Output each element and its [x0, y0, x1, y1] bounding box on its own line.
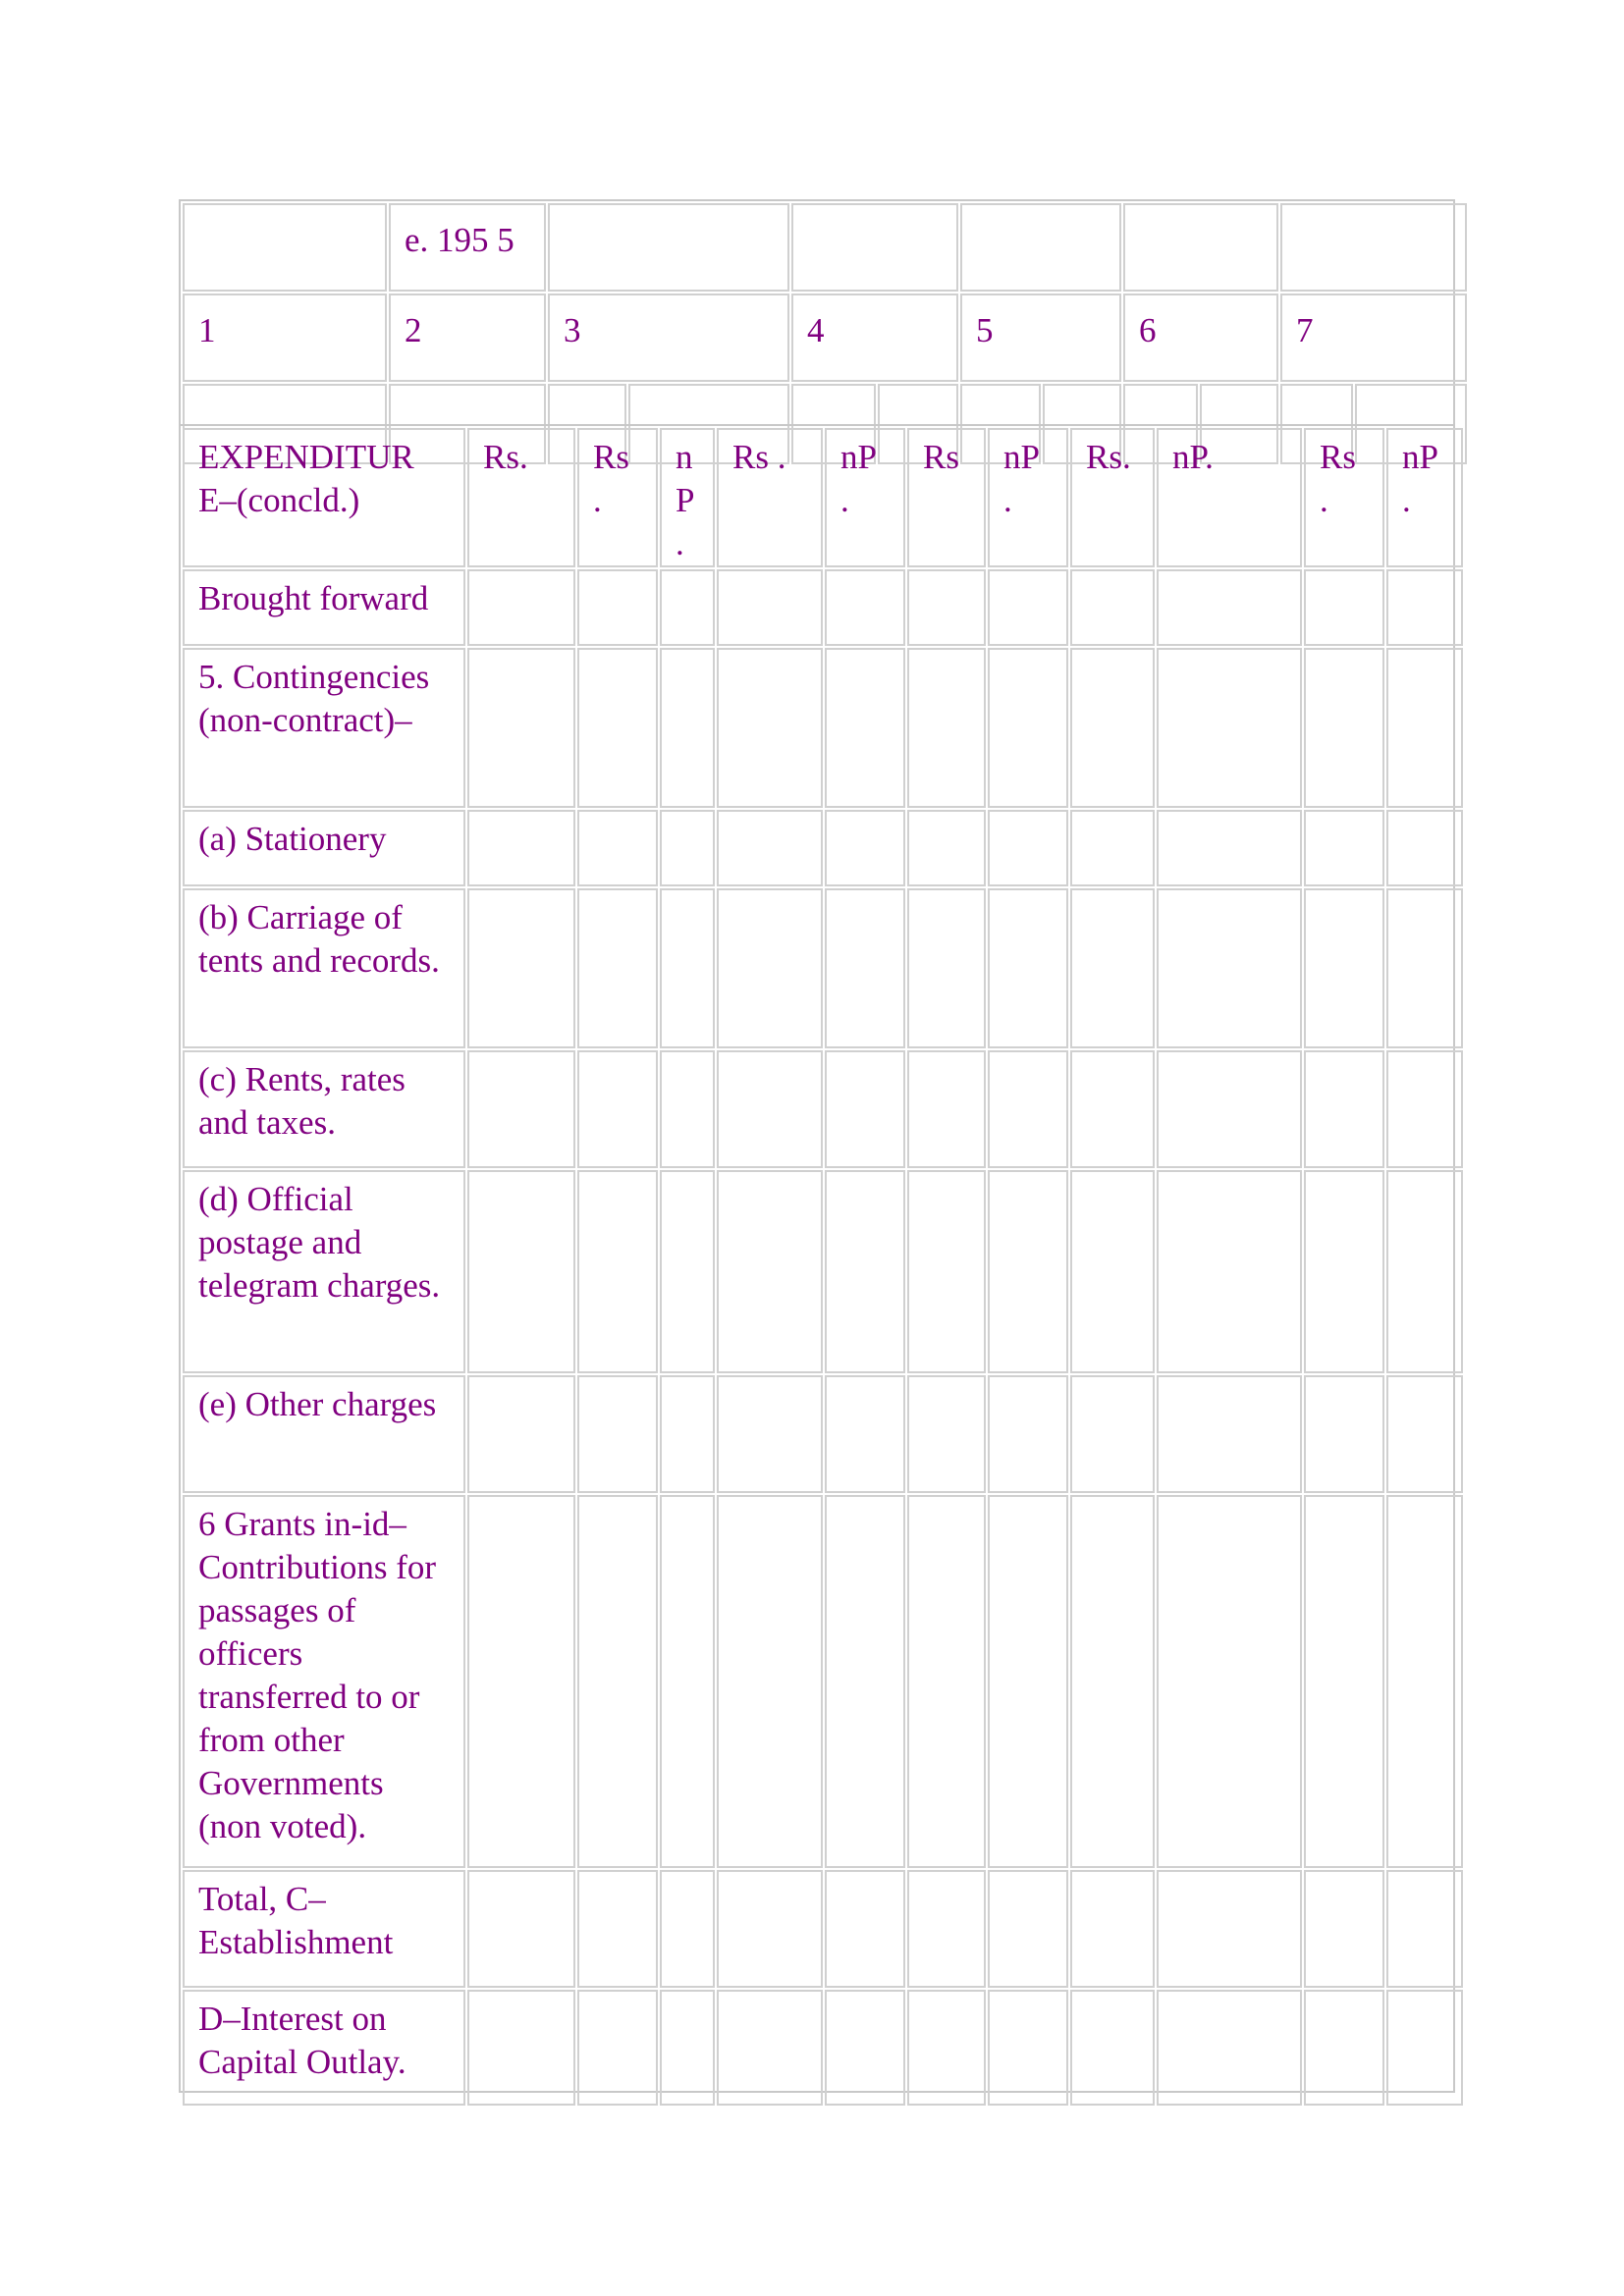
- amount-cell: [660, 1870, 715, 1988]
- currency-header-row: [183, 428, 1463, 567]
- amount-cell: [717, 1870, 823, 1988]
- amount-cell: [717, 810, 823, 886]
- column-header-table: [179, 199, 1455, 426]
- amount-cell: [717, 1495, 823, 1868]
- amount-cell: [1386, 888, 1463, 1048]
- currency-header: Rs .: [577, 428, 658, 567]
- amount-cell: [577, 569, 658, 646]
- amount-cell: [577, 1050, 658, 1168]
- amount-cell: [1304, 1050, 1384, 1168]
- amount-cell: [1157, 1170, 1302, 1373]
- amount-cell: [1157, 1870, 1302, 1988]
- row-label: (d) Official postage and telegram charges.: [183, 1170, 465, 1373]
- amount-cell: [1157, 1495, 1302, 1868]
- column-number: 4: [791, 294, 958, 382]
- amount-cell: [577, 648, 658, 808]
- header-cell-year: e. 195 5: [389, 203, 546, 292]
- amount-cell: [577, 1870, 658, 1988]
- amount-cell: [577, 1375, 658, 1493]
- amount-cell: [1304, 569, 1384, 646]
- amount-cell: [717, 888, 823, 1048]
- amount-cell: [1070, 1375, 1155, 1493]
- amount-cell: [825, 1870, 905, 1988]
- amount-cell: [467, 1170, 575, 1373]
- amount-cell: [467, 648, 575, 808]
- amount-cell: [717, 1050, 823, 1168]
- amount-cell: [1157, 569, 1302, 646]
- amount-cell: [825, 810, 905, 886]
- column-number: 5: [960, 294, 1121, 382]
- amount-cell: [988, 648, 1068, 808]
- row-label: (e) Other charges: [183, 1375, 465, 1493]
- currency-header: Rs.: [1070, 428, 1155, 567]
- amount-cell: [660, 1050, 715, 1168]
- row-label: D–Interest on Capital Outlay.: [183, 1990, 465, 2106]
- amount-cell: [907, 810, 986, 886]
- amount-cell: [988, 1170, 1068, 1373]
- amount-cell: [1157, 648, 1302, 808]
- amount-cell: [988, 1050, 1068, 1168]
- amount-cell: [467, 1870, 575, 1988]
- amount-cell: [1157, 1990, 1302, 2106]
- amount-cell: [660, 1375, 715, 1493]
- row-label: (c) Rents, rates and taxes.: [183, 1050, 465, 1168]
- amount-cell: [825, 569, 905, 646]
- header-cell: [183, 203, 387, 292]
- currency-header: nP .: [1386, 428, 1463, 567]
- amount-cell: [660, 810, 715, 886]
- amount-cell: [467, 569, 575, 646]
- amount-cell: [988, 569, 1068, 646]
- amount-cell: [1386, 569, 1463, 646]
- amount-cell: [907, 1050, 986, 1168]
- amount-cell: [907, 569, 986, 646]
- column-number: 6: [1123, 294, 1278, 382]
- amount-cell: [717, 1170, 823, 1373]
- expenditure-heading: EXPENDITUR E–(concld.): [183, 428, 465, 567]
- amount-cell: [660, 888, 715, 1048]
- currency-header: Rs .: [1304, 428, 1384, 567]
- amount-cell: [1157, 888, 1302, 1048]
- amount-cell: [988, 810, 1068, 886]
- table-row: [183, 1050, 1463, 1168]
- header-cell: [1280, 203, 1467, 292]
- amount-cell: [1304, 888, 1384, 1048]
- amount-cell: [1157, 1375, 1302, 1493]
- amount-cell: [1070, 1050, 1155, 1168]
- amount-cell: [825, 648, 905, 808]
- amount-cell: [1304, 810, 1384, 886]
- row-label: Brought forward: [183, 569, 465, 646]
- amount-cell: [467, 1990, 575, 2106]
- amount-cell: [1070, 569, 1155, 646]
- table-row: [183, 888, 1463, 1048]
- amount-cell: [988, 888, 1068, 1048]
- expenditure-body: [183, 428, 1463, 2106]
- amount-cell: [467, 1375, 575, 1493]
- column-number: 2: [389, 294, 546, 382]
- table-row: [183, 648, 1463, 808]
- amount-cell: [825, 1050, 905, 1168]
- expenditure-table: [179, 424, 1455, 2093]
- header-cell: [1123, 203, 1278, 292]
- amount-cell: [907, 1375, 986, 1493]
- amount-cell: [1070, 1990, 1155, 2106]
- amount-cell: [988, 1990, 1068, 2106]
- amount-cell: [577, 888, 658, 1048]
- header-cell: [548, 203, 789, 292]
- currency-header: Rs.: [467, 428, 575, 567]
- amount-cell: [660, 648, 715, 808]
- amount-cell: [825, 1495, 905, 1868]
- amount-cell: [1386, 810, 1463, 886]
- amount-cell: [907, 648, 986, 808]
- amount-cell: [467, 1495, 575, 1868]
- amount-cell: [825, 1375, 905, 1493]
- amount-cell: [825, 1990, 905, 2106]
- column-number: 3: [548, 294, 789, 382]
- amount-cell: [1304, 1990, 1384, 2106]
- header-cell: [791, 203, 958, 292]
- currency-header: nP .: [825, 428, 905, 567]
- currency-header: Rs .: [717, 428, 823, 567]
- amount-cell: [988, 1375, 1068, 1493]
- header-cell: [960, 203, 1121, 292]
- table-row: [183, 1375, 1463, 1493]
- amount-cell: [717, 569, 823, 646]
- amount-cell: [660, 1495, 715, 1868]
- currency-header: nP .: [988, 428, 1068, 567]
- currency-header: nP .: [660, 428, 715, 567]
- amount-cell: [1304, 1170, 1384, 1373]
- amount-cell: [577, 1495, 658, 1868]
- amount-cell: [1386, 1870, 1463, 1988]
- amount-cell: [1386, 1990, 1463, 2106]
- column-number: 1: [183, 294, 387, 382]
- expenditure-grid: [181, 426, 1465, 2108]
- amount-cell: [1386, 1375, 1463, 1493]
- amount-cell: [1157, 810, 1302, 886]
- amount-cell: [1070, 1495, 1155, 1868]
- amount-cell: [907, 1870, 986, 1988]
- amount-cell: [717, 1990, 823, 2106]
- amount-cell: [660, 569, 715, 646]
- amount-cell: [1386, 1495, 1463, 1868]
- amount-cell: [1386, 1170, 1463, 1373]
- amount-cell: [907, 1990, 986, 2106]
- row-label: 6 Grants in-id– Contributions for passages of officers transferred to or from other Governments (non voted).: [183, 1495, 465, 1868]
- amount-cell: [660, 1170, 715, 1373]
- column-number-row: [183, 294, 1467, 382]
- amount-cell: [1070, 888, 1155, 1048]
- amount-cell: [717, 648, 823, 808]
- table-row: [183, 810, 1463, 886]
- amount-cell: [1070, 1170, 1155, 1373]
- amount-cell: [1304, 648, 1384, 808]
- currency-header: nP.: [1157, 428, 1302, 567]
- amount-cell: [1386, 648, 1463, 808]
- amount-cell: [1304, 1495, 1384, 1868]
- amount-cell: [660, 1990, 715, 2106]
- header-row-top: [183, 203, 1467, 292]
- amount-cell: [907, 888, 986, 1048]
- amount-cell: [1070, 810, 1155, 886]
- row-label: (a) Stationery: [183, 810, 465, 886]
- amount-cell: [1304, 1870, 1384, 1988]
- amount-cell: [577, 810, 658, 886]
- amount-cell: [1070, 648, 1155, 808]
- amount-cell: [988, 1870, 1068, 1988]
- amount-cell: [1070, 1870, 1155, 1988]
- row-label: Total, C– Establishment: [183, 1870, 465, 1988]
- amount-cell: [467, 888, 575, 1048]
- amount-cell: [467, 810, 575, 886]
- table-row: [183, 1870, 1463, 1988]
- amount-cell: [577, 1170, 658, 1373]
- table-row: [183, 569, 1463, 646]
- table-row: [183, 1170, 1463, 1373]
- amount-cell: [1386, 1050, 1463, 1168]
- table-row: [183, 1990, 1463, 2106]
- amount-cell: [577, 1990, 658, 2106]
- row-label: 5. Contingencies (non-contract)–: [183, 648, 465, 808]
- amount-cell: [907, 1495, 986, 1868]
- table-row: [183, 1495, 1463, 1868]
- amount-cell: [825, 888, 905, 1048]
- amount-cell: [717, 1375, 823, 1493]
- amount-cell: [1304, 1375, 1384, 1493]
- currency-header: Rs: [907, 428, 986, 567]
- column-number: 7: [1280, 294, 1467, 382]
- amount-cell: [467, 1050, 575, 1168]
- amount-cell: [825, 1170, 905, 1373]
- amount-cell: [1157, 1050, 1302, 1168]
- amount-cell: [988, 1495, 1068, 1868]
- row-label: (b) Carriage of tents and records.: [183, 888, 465, 1048]
- amount-cell: [907, 1170, 986, 1373]
